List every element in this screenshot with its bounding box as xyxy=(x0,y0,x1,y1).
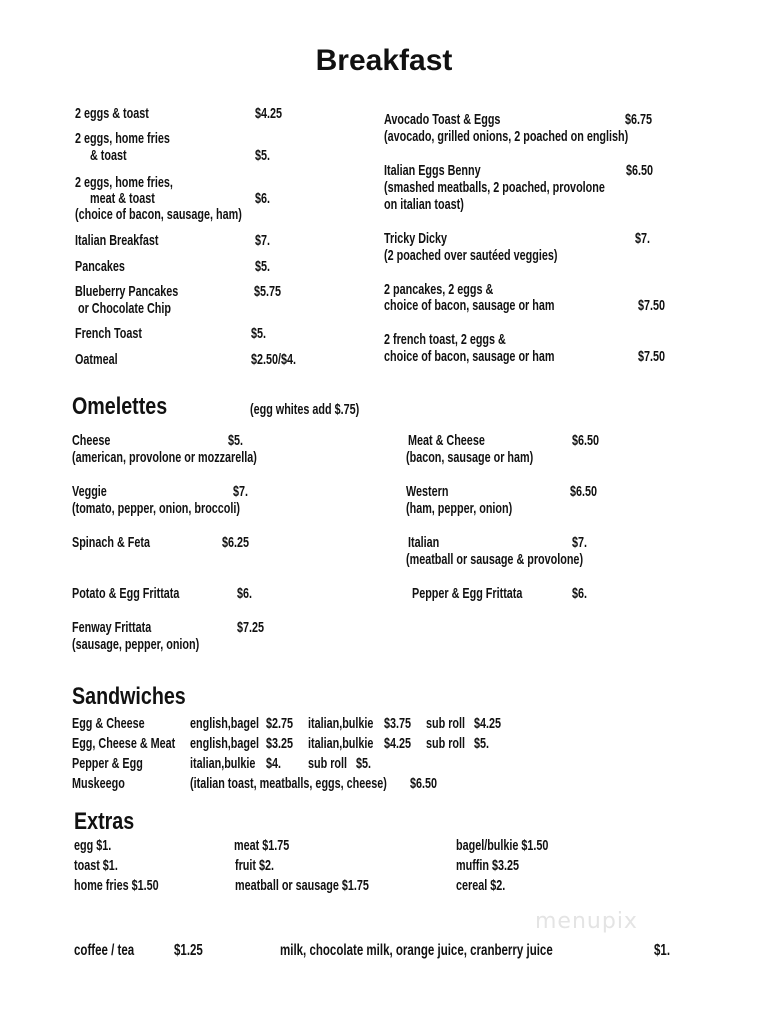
extra-item: fruit $2. xyxy=(235,857,275,874)
extra-item: meat $1.75 xyxy=(234,837,290,854)
item-price: $6.75 xyxy=(625,111,653,128)
item-name: 2 eggs, home fries xyxy=(75,130,170,147)
section-heading: Extras xyxy=(74,808,135,835)
item-price: $7.50 xyxy=(638,348,666,365)
bread-option: english,bagel xyxy=(190,715,260,732)
item-name: Pepper & Egg Frittata xyxy=(412,585,523,602)
item-name: Egg, Cheese & Meat xyxy=(72,735,176,752)
extra-item: cereal $2. xyxy=(456,877,506,894)
item-price: $7. xyxy=(572,534,588,551)
item-price: $1.25 xyxy=(174,942,203,959)
item-note: (tomato, pepper, onion, broccoli) xyxy=(72,500,241,517)
item-price: $7. xyxy=(255,232,271,249)
item-price: $4.25 xyxy=(384,735,412,752)
item-name: Italian xyxy=(408,534,440,551)
extra-item: egg $1. xyxy=(74,837,112,854)
item-price: $7.50 xyxy=(638,297,666,314)
item-name: Potato & Egg Frittata xyxy=(72,585,180,602)
item-price: $4.25 xyxy=(474,715,502,732)
item-price: $6. xyxy=(572,585,588,602)
item-price: $3.25 xyxy=(266,735,294,752)
page-title: Breakfast xyxy=(315,44,453,77)
item-name: French Toast xyxy=(75,325,143,342)
section-heading: Omelettes xyxy=(72,393,168,420)
item-price: $5. xyxy=(356,755,372,772)
item-note: (sausage, pepper, onion) xyxy=(72,636,200,653)
item-name: 2 eggs, home fries, xyxy=(75,174,173,191)
bread-option: italian,bulkie xyxy=(308,715,374,732)
item-price: $5. xyxy=(255,147,271,164)
item-name: & toast xyxy=(90,147,127,164)
bread-option: sub roll xyxy=(426,715,466,732)
extra-item: meatball or sausage $1.75 xyxy=(235,877,369,894)
item-price: $4. xyxy=(266,755,282,772)
item-name: Pancakes xyxy=(75,258,125,275)
item-name: Avocado Toast & Eggs xyxy=(384,111,501,128)
item-note: (2 poached over sautéed veggies) xyxy=(384,247,558,264)
item-name: or Chocolate Chip xyxy=(78,300,172,317)
item-price: $7. xyxy=(233,483,249,500)
item-name: Egg & Cheese xyxy=(72,715,145,732)
item-note: (meatball or sausage & provolone) xyxy=(406,551,584,568)
section-heading: Sandwiches xyxy=(72,683,186,710)
item-name: Veggie xyxy=(72,483,107,500)
item-price: $6. xyxy=(237,585,253,602)
item-name: Oatmeal xyxy=(75,351,118,368)
item-price: $2.75 xyxy=(266,715,294,732)
item-price: $6.50 xyxy=(570,483,598,500)
section-note: (egg whites add $.75) xyxy=(250,401,360,418)
item-name: coffee / tea xyxy=(74,942,135,959)
item-name: milk, chocolate milk, orange juice, cranberry juice xyxy=(280,942,553,959)
item-price: $5. xyxy=(474,735,490,752)
item-name: meat & toast xyxy=(90,190,155,207)
item-price: $5. xyxy=(251,325,267,342)
item-name: Western xyxy=(406,483,449,500)
item-note: (bacon, sausage or ham) xyxy=(406,449,534,466)
item-name: choice of bacon, sausage or ham xyxy=(384,297,555,314)
item-note: on italian toast) xyxy=(384,196,464,213)
bread-option: sub roll xyxy=(426,735,466,752)
item-name: 2 french toast, 2 eggs & xyxy=(384,331,506,348)
item-note: (italian toast, meatballs, eggs, cheese) xyxy=(190,775,387,792)
item-price: $6.50 xyxy=(410,775,438,792)
item-name: Spinach & Feta xyxy=(72,534,151,551)
item-price: $5.75 xyxy=(254,283,282,300)
item-name: Pepper & Egg xyxy=(72,755,143,772)
item-name: Tricky Dicky xyxy=(384,230,448,247)
watermark: menupix xyxy=(535,909,638,934)
item-note: (american, provolone or mozzarella) xyxy=(72,449,257,466)
item-name: Fenway Frittata xyxy=(72,619,152,636)
item-name: 2 pancakes, 2 eggs & xyxy=(384,281,494,298)
item-price: $7. xyxy=(635,230,651,247)
item-price: $1. xyxy=(654,942,671,959)
bread-option: italian,bulkie xyxy=(308,735,374,752)
item-price: $6.50 xyxy=(572,432,600,449)
item-note: (ham, pepper, onion) xyxy=(406,500,513,517)
item-price: $4.25 xyxy=(255,105,283,122)
extra-item: bagel/bulkie $1.50 xyxy=(456,837,549,854)
extra-item: home fries $1.50 xyxy=(74,877,159,894)
item-note: (choice of bacon, sausage, ham) xyxy=(75,206,242,223)
bread-option: sub roll xyxy=(308,755,348,772)
extra-item: muffin $3.25 xyxy=(456,857,520,874)
item-price: $2.50/$4. xyxy=(251,351,297,368)
item-name: Italian Breakfast xyxy=(75,232,159,249)
item-price: $7.25 xyxy=(237,619,265,636)
item-price: $6.50 xyxy=(626,162,654,179)
item-name: Italian Eggs Benny xyxy=(384,162,481,179)
item-note: (avocado, grilled onions, 2 poached on english) xyxy=(384,128,629,145)
item-price: $5. xyxy=(255,258,271,275)
item-price: $6.25 xyxy=(222,534,250,551)
item-name: choice of bacon, sausage or ham xyxy=(384,348,555,365)
item-name: Blueberry Pancakes xyxy=(75,283,179,300)
item-note: (smashed meatballs, 2 poached, provolone xyxy=(384,179,605,196)
item-price: $3.75 xyxy=(384,715,412,732)
item-name: 2 eggs & toast xyxy=(75,105,149,122)
bread-option: english,bagel xyxy=(190,735,260,752)
item-name: Meat & Cheese xyxy=(408,432,485,449)
item-price: $6. xyxy=(255,190,271,207)
item-price: $5. xyxy=(228,432,244,449)
bread-option: italian,bulkie xyxy=(190,755,256,772)
item-name: Cheese xyxy=(72,432,111,449)
item-name: Muskeego xyxy=(72,775,125,792)
extra-item: toast $1. xyxy=(74,857,118,874)
